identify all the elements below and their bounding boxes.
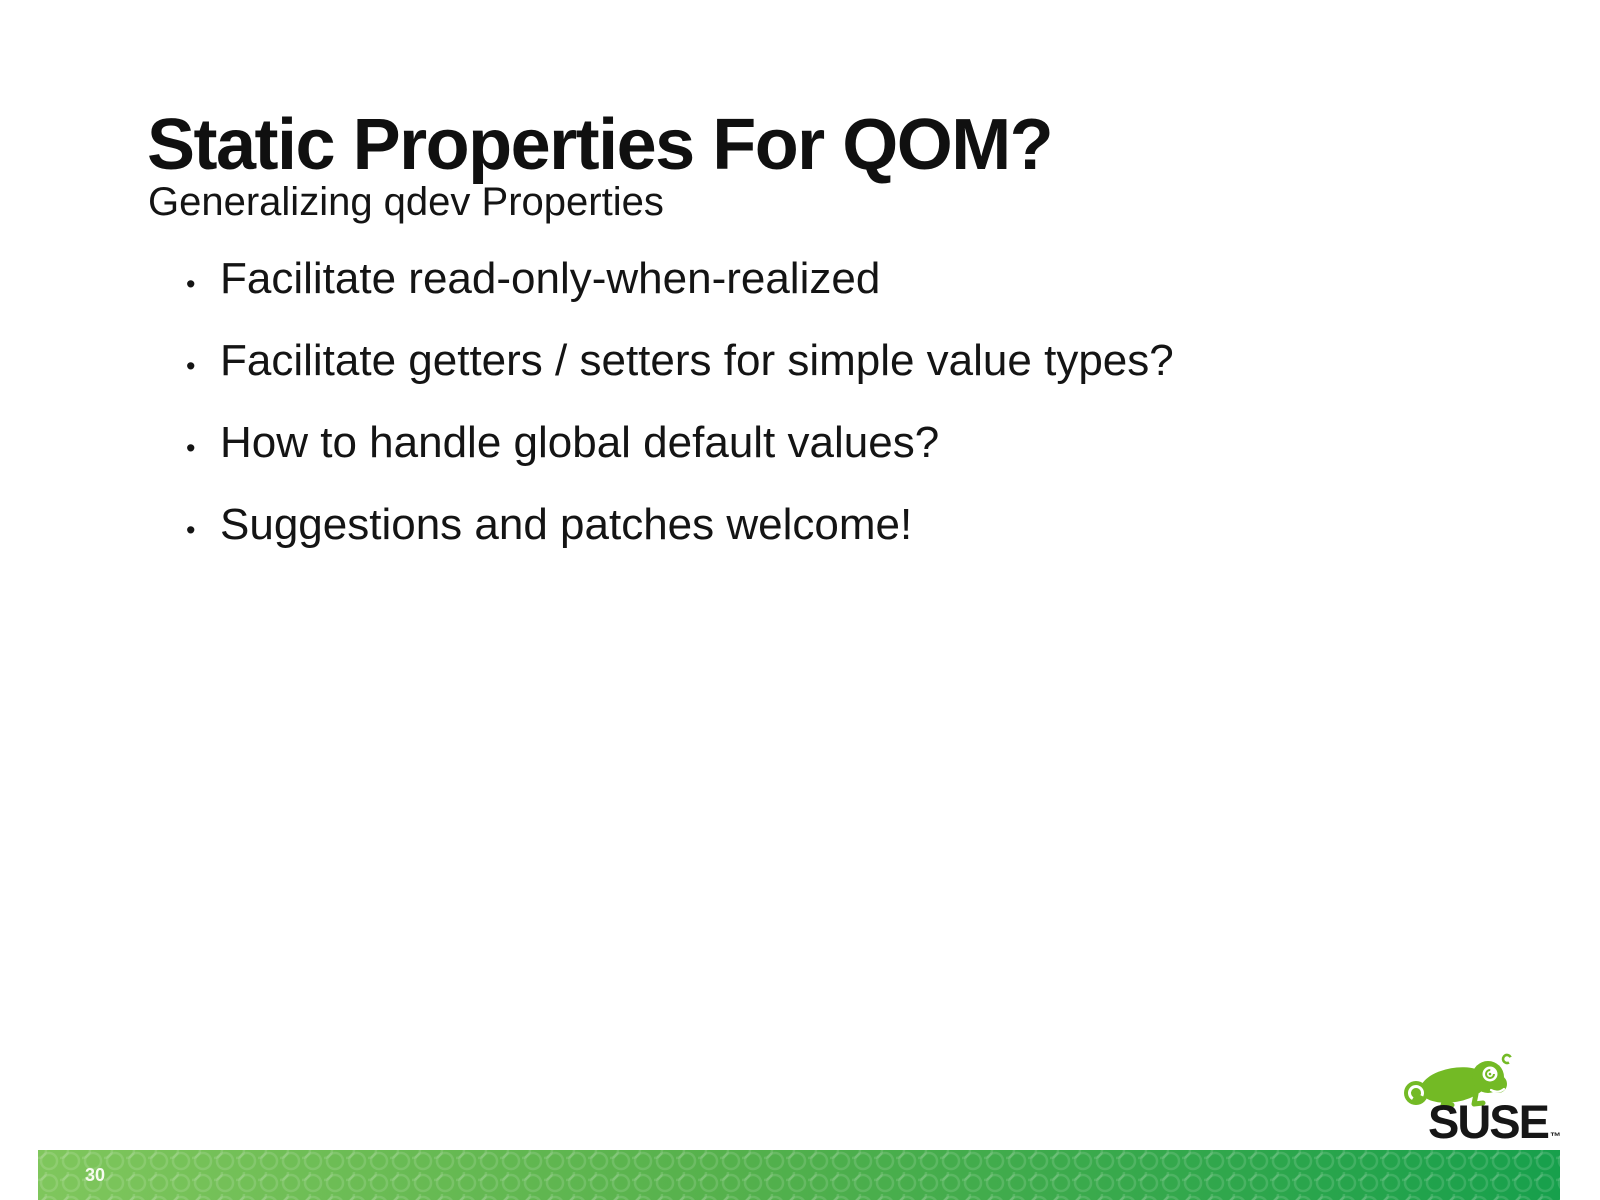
bullet-item [180, 500, 1174, 549]
suse-logo [1396, 1048, 1566, 1148]
page-number: 30 [85, 1164, 106, 1185]
slide-title: Static Properties For QOM? [147, 105, 1053, 186]
bullet-text: Facilitate read-only-when-realized [220, 254, 881, 303]
bullet-item [180, 254, 1174, 303]
bullet-dot-icon: • [186, 351, 196, 381]
suse-brand-wordmark [1428, 1095, 1561, 1148]
bullet-item [180, 418, 1174, 467]
bullet-dot-icon: • [186, 433, 196, 463]
suse-brand-text: SUSE [1428, 1095, 1548, 1148]
bullet-text: Suggestions and patches welcome! [220, 500, 913, 549]
slide-subtitle: Generalizing qdev Properties [148, 180, 664, 225]
bullet-dot-icon: • [186, 515, 196, 545]
bullet-item [180, 336, 1174, 385]
bullet-dot-icon: • [186, 269, 196, 299]
bullet-list [180, 254, 1174, 585]
trademark-symbol: ™ [1550, 1131, 1561, 1143]
footer-bar [38, 1150, 1560, 1200]
bullet-text: How to handle global default values? [220, 418, 940, 467]
bullet-text: Facilitate getters / setters for simple value types? [220, 336, 1174, 385]
